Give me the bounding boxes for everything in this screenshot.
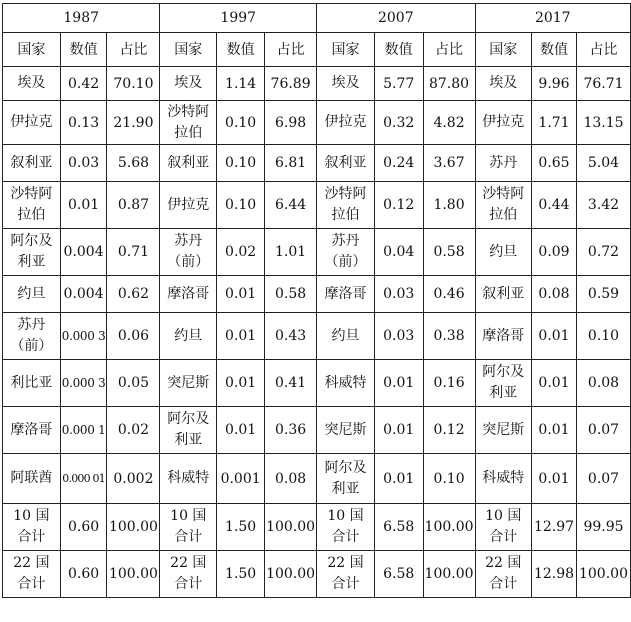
country-cell: 摩洛哥 [317, 276, 375, 313]
share-cell: 3.67 [423, 145, 475, 182]
share-cell: 99.95 [576, 504, 630, 551]
value-cell: 0.10 [217, 182, 265, 229]
country-cell: 摩洛哥 [3, 407, 61, 454]
share-cell: 0.36 [265, 407, 317, 454]
total-row [3, 551, 631, 598]
country-cell: 科威特 [160, 454, 217, 504]
share-cell: 87.80 [423, 67, 475, 101]
value-cell: 0.08 [532, 276, 577, 313]
value-cell: 0.09 [532, 229, 577, 276]
share-cell: 0.08 [265, 454, 317, 504]
column-header-row [3, 33, 631, 67]
share-cell: 76.71 [576, 67, 630, 101]
country-cell: 伊拉克 [317, 101, 375, 145]
country-cell: 叙利亚 [160, 145, 217, 182]
country-cell: 突尼斯 [160, 360, 217, 407]
value-cell: 0.000 3 [60, 360, 107, 407]
country-cell: 埃及 [3, 67, 61, 101]
country-cell: 阿联酋 [3, 454, 61, 504]
value-cell: 1.50 [217, 504, 265, 551]
country-cell: 22 国 合计 [475, 551, 532, 598]
value-cell: 0.01 [374, 407, 423, 454]
country-cell: 科威特 [475, 454, 532, 504]
value-cell: 0.01 [217, 360, 265, 407]
country-cell: 10 国 合计 [475, 504, 532, 551]
country-cell: 阿尔及 利亚 [3, 229, 61, 276]
value-cell: 0.004 [60, 229, 107, 276]
value-cell: 0.01 [217, 407, 265, 454]
country-cell: 埃及 [160, 67, 217, 101]
country-cell: 利比亚 [3, 360, 61, 407]
share-cell: 6.98 [265, 101, 317, 145]
country-cell: 突尼斯 [317, 407, 375, 454]
value-cell: 9.96 [532, 67, 577, 101]
value-column-header: 数值 [217, 33, 265, 67]
value-cell: 0.32 [374, 101, 423, 145]
share-cell: 100.00 [265, 551, 317, 598]
value-cell: 0.04 [374, 229, 423, 276]
share-cell: 100.00 [107, 504, 160, 551]
value-cell: 0.12 [374, 182, 423, 229]
value-cell: 0.01 [374, 454, 423, 504]
share-column-header: 占比 [576, 33, 630, 67]
value-cell: 0.60 [60, 504, 107, 551]
share-cell: 0.10 [576, 313, 630, 360]
value-cell: 6.58 [374, 504, 423, 551]
value-cell: 0.01 [217, 313, 265, 360]
country-cell: 伊拉克 [475, 101, 532, 145]
country-cell: 约旦 [475, 229, 532, 276]
country-cell: 10 国 合计 [160, 504, 217, 551]
value-cell: 0.44 [532, 182, 577, 229]
share-cell: 0.12 [423, 407, 475, 454]
value-cell: 0.65 [532, 145, 577, 182]
country-cell: 沙特阿 拉伯 [317, 182, 375, 229]
value-cell: 0.001 [217, 454, 265, 504]
share-cell: 0.87 [107, 182, 160, 229]
country-cell: 22 国 合计 [3, 551, 61, 598]
value-cell: 0.03 [374, 276, 423, 313]
value-cell: 0.01 [532, 454, 577, 504]
value-cell: 0.02 [217, 229, 265, 276]
share-column-header: 占比 [423, 33, 475, 67]
share-cell: 76.89 [265, 67, 317, 101]
country-cell: 苏丹 （前） [160, 229, 217, 276]
share-cell: 0.02 [107, 407, 160, 454]
country-cell: 沙特阿 拉伯 [475, 182, 532, 229]
value-cell: 1.50 [217, 551, 265, 598]
country-cell: 科威特 [317, 360, 375, 407]
country-cell: 埃及 [475, 67, 532, 101]
value-cell: 0.01 [532, 313, 577, 360]
share-cell: 0.16 [423, 360, 475, 407]
table-row [3, 313, 631, 360]
value-column-header: 数值 [374, 33, 423, 67]
share-cell: 0.10 [423, 454, 475, 504]
year-header: 1987 [3, 4, 160, 33]
value-cell: 5.77 [374, 67, 423, 101]
value-cell: 0.03 [60, 145, 107, 182]
share-cell: 0.46 [423, 276, 475, 313]
country-cell: 沙特阿 拉伯 [3, 182, 61, 229]
year-header: 2017 [475, 4, 630, 33]
country-cell: 10 国 合计 [317, 504, 375, 551]
country-cell: 突尼斯 [475, 407, 532, 454]
country-cell: 埃及 [317, 67, 375, 101]
data-table [2, 3, 631, 598]
value-cell: 0.01 [60, 182, 107, 229]
country-cell: 约旦 [317, 313, 375, 360]
country-cell: 22 国 合计 [160, 551, 217, 598]
year-header: 2007 [317, 4, 475, 33]
value-column-header: 数值 [532, 33, 577, 67]
share-cell: 4.82 [423, 101, 475, 145]
country-column-header: 国家 [160, 33, 217, 67]
country-cell: 约旦 [3, 276, 61, 313]
value-cell: 0.10 [217, 145, 265, 182]
country-cell: 阿尔及 利亚 [160, 407, 217, 454]
value-cell: 0.10 [217, 101, 265, 145]
share-cell: 0.59 [576, 276, 630, 313]
year-header: 1997 [160, 4, 317, 33]
share-cell: 6.44 [265, 182, 317, 229]
country-cell: 苏丹 [475, 145, 532, 182]
share-cell: 0.71 [107, 229, 160, 276]
value-cell: 1.14 [217, 67, 265, 101]
value-cell: 0.60 [60, 551, 107, 598]
value-cell: 12.97 [532, 504, 577, 551]
value-cell: 1.71 [532, 101, 577, 145]
value-cell: 0.01 [532, 407, 577, 454]
share-cell: 0.07 [576, 454, 630, 504]
share-cell: 0.06 [107, 313, 160, 360]
share-cell: 0.41 [265, 360, 317, 407]
share-column-header: 占比 [265, 33, 317, 67]
country-column-header: 国家 [3, 33, 61, 67]
share-cell: 0.58 [265, 276, 317, 313]
value-cell: 12.98 [532, 551, 577, 598]
total-row [3, 504, 631, 551]
share-cell: 6.81 [265, 145, 317, 182]
country-column-header: 国家 [317, 33, 375, 67]
country-cell: 22 国 合计 [317, 551, 375, 598]
share-column-header: 占比 [107, 33, 160, 67]
value-cell: 0.000 01 [60, 454, 107, 504]
country-cell: 叙利亚 [3, 145, 61, 182]
share-cell: 1.80 [423, 182, 475, 229]
value-cell: 0.000 1 [60, 407, 107, 454]
value-cell: 0.01 [217, 276, 265, 313]
share-cell: 100.00 [265, 504, 317, 551]
table-row [3, 360, 631, 407]
value-cell: 0.01 [532, 360, 577, 407]
country-cell: 叙利亚 [317, 145, 375, 182]
share-cell: 0.38 [423, 313, 475, 360]
share-cell: 0.07 [576, 407, 630, 454]
share-cell: 0.08 [576, 360, 630, 407]
country-cell: 苏丹 （前） [3, 313, 61, 360]
country-cell: 伊拉克 [160, 182, 217, 229]
share-cell: 21.90 [107, 101, 160, 145]
country-cell: 阿尔及 利亚 [317, 454, 375, 504]
country-cell: 苏丹 （前） [317, 229, 375, 276]
country-cell: 约旦 [160, 313, 217, 360]
value-cell: 6.58 [374, 551, 423, 598]
value-cell: 0.000 3 [60, 313, 107, 360]
share-cell: 5.04 [576, 145, 630, 182]
share-cell: 0.62 [107, 276, 160, 313]
share-cell: 13.15 [576, 101, 630, 145]
value-cell: 0.03 [374, 313, 423, 360]
value-cell: 0.004 [60, 276, 107, 313]
value-cell: 0.24 [374, 145, 423, 182]
table-row [3, 145, 631, 182]
share-cell: 100.00 [576, 551, 630, 598]
share-cell: 0.05 [107, 360, 160, 407]
country-cell: 叙利亚 [475, 276, 532, 313]
country-cell: 摩洛哥 [160, 276, 217, 313]
country-cell: 摩洛哥 [475, 313, 532, 360]
share-cell: 100.00 [107, 551, 160, 598]
value-column-header: 数值 [60, 33, 107, 67]
country-column-header: 国家 [475, 33, 532, 67]
share-cell: 1.01 [265, 229, 317, 276]
share-cell: 0.72 [576, 229, 630, 276]
share-cell: 3.42 [576, 182, 630, 229]
value-cell: 0.01 [374, 360, 423, 407]
table-row [3, 454, 631, 504]
table-row [3, 407, 631, 454]
share-cell: 0.58 [423, 229, 475, 276]
share-cell: 0.43 [265, 313, 317, 360]
value-cell: 0.42 [60, 67, 107, 101]
share-cell: 5.68 [107, 145, 160, 182]
table-row [3, 67, 631, 101]
table-row [3, 276, 631, 313]
value-cell: 0.13 [60, 101, 107, 145]
share-cell: 100.00 [423, 504, 475, 551]
country-cell: 沙特阿 拉伯 [160, 101, 217, 145]
country-cell: 10 国 合计 [3, 504, 61, 551]
country-cell: 阿尔及 利亚 [475, 360, 532, 407]
share-cell: 0.002 [107, 454, 160, 504]
table-row [3, 101, 631, 145]
share-cell: 100.00 [423, 551, 475, 598]
table-row [3, 182, 631, 229]
country-cell: 伊拉克 [3, 101, 61, 145]
table-row [3, 229, 631, 276]
share-cell: 70.10 [107, 67, 160, 101]
